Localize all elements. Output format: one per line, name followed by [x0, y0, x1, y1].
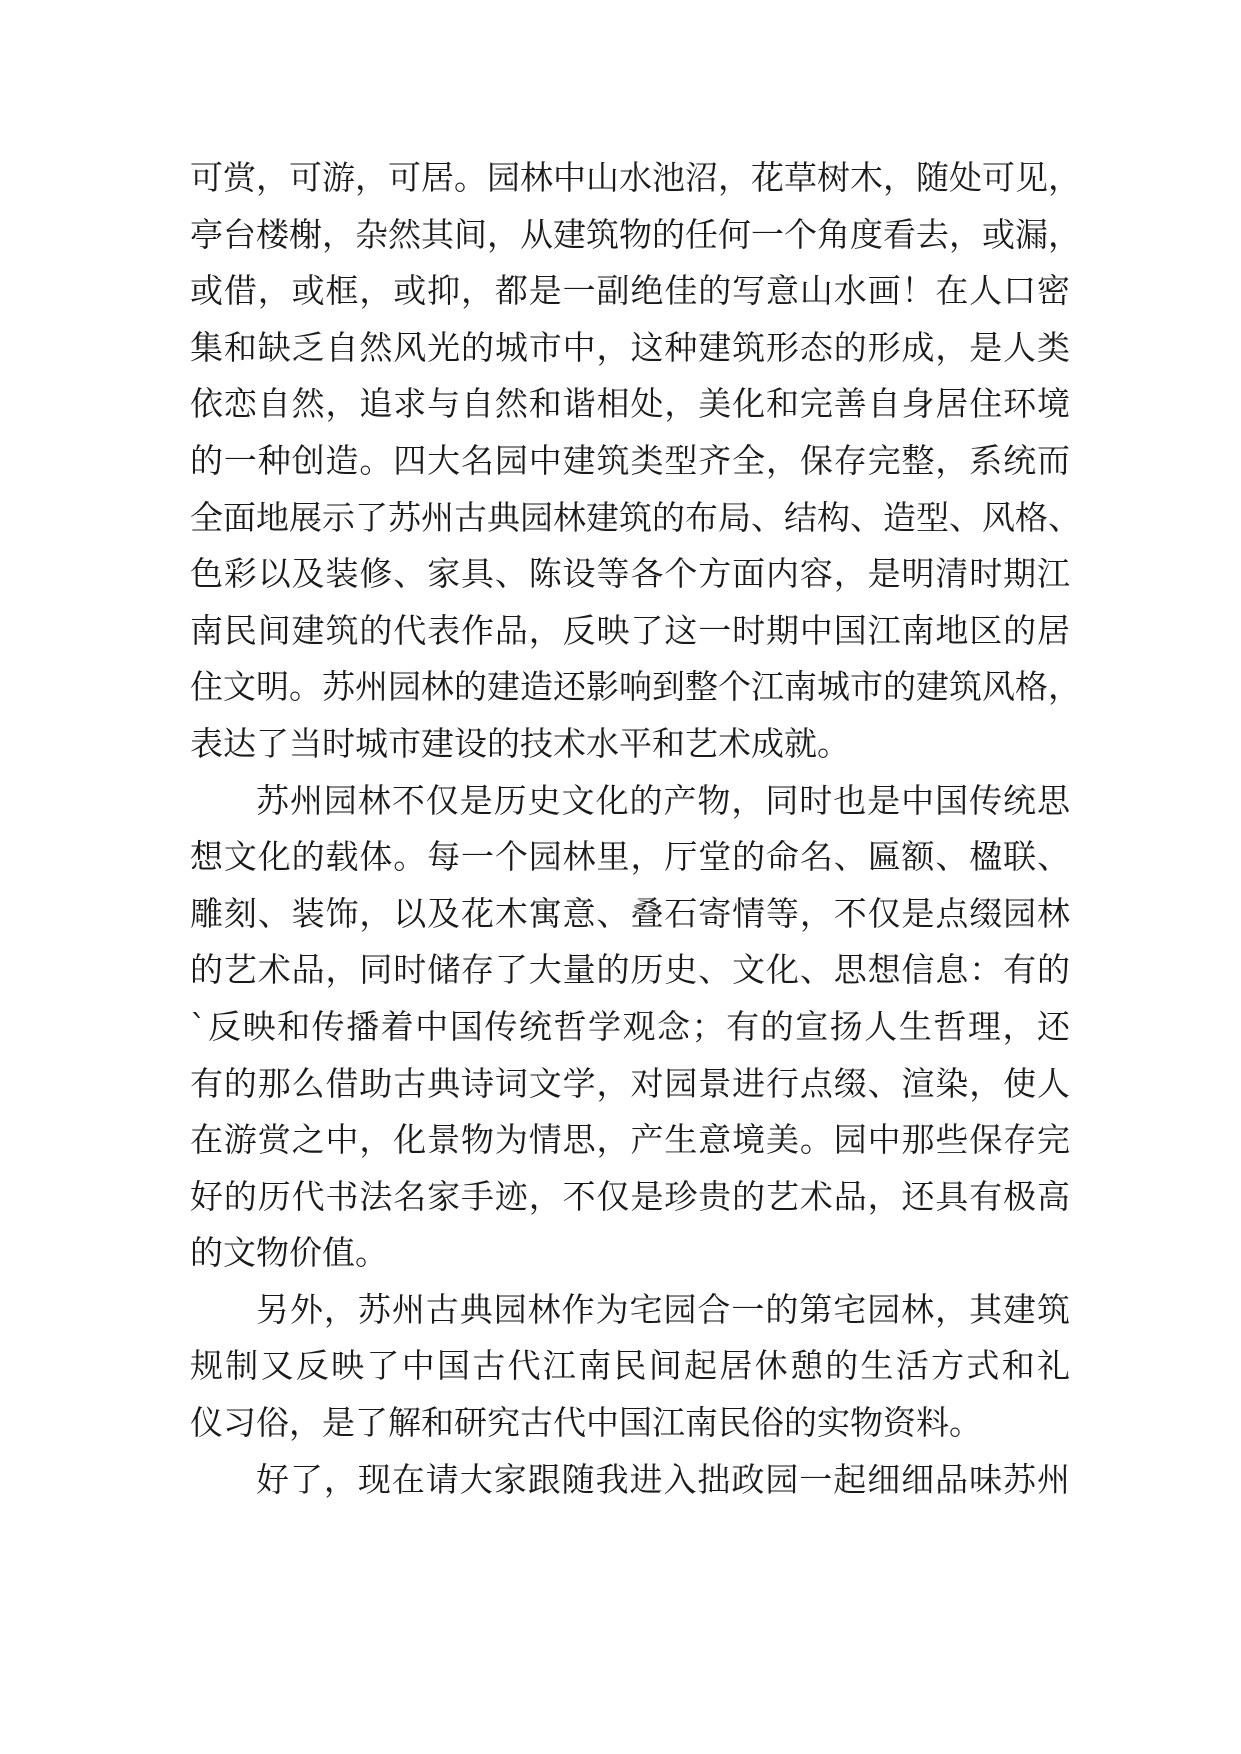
paragraph: [190, 150, 1081, 773]
text-line: 仪习俗，是了解和研究古代中国江南民俗的实物资料。: [190, 1403, 982, 1443]
text-line: 想文化的载体。每一个园林里，厅堂的命名、匾额、楹联、: [190, 837, 1070, 877]
text-line: 雕刻、装饰，以及花木寓意、叠石寄情等，不仅是点缀园林: [190, 893, 1070, 933]
text-line: `反映和传播着中国传统哲学观念；有的宣扬人生哲理，还: [190, 1006, 1070, 1046]
text-line: 的艺术品，同时储存了大量的历史、文化、思想信息：有的: [190, 950, 1070, 990]
text-line: 规制又反映了中国古代江南民间起居休憩的生活方式和礼: [190, 1346, 1070, 1386]
text-line: 表达了当时城市建设的技术水平和艺术成就。: [190, 723, 850, 763]
text-line: 另外，苏州古典园林作为宅园合一的第宅园林，其建筑: [256, 1289, 1070, 1329]
text-line: 依恋自然，追求与自然和谐相处，美化和完善自身居住环境: [190, 384, 1070, 424]
paragraph: [190, 1452, 1070, 1509]
text-line: 集和缺乏自然风光的城市中，这种建筑形态的形成，是人类: [190, 327, 1070, 367]
document-body: [190, 150, 1081, 1508]
text-line: 色彩以及装修、家具、陈设等各个方面内容，是明清时期江: [190, 554, 1070, 594]
text-line: 或借，或框，或抑，都是一副绝佳的写意山水画！在人口密: [190, 271, 1070, 311]
text-line: 可赏，可游，可居。园林中山水池沼，花草树木，随处可见，: [190, 158, 1081, 197]
text-line: 的文物价值。: [190, 1233, 388, 1273]
text-line: 有的那么借助古典诗词文学，对园景进行点缀、渲染，使人: [190, 1063, 1070, 1103]
text-line: 亭台楼榭，杂然其间，从建筑物的任何一个角度看去，或漏，: [190, 214, 1081, 254]
text-line: 苏州园林不仅是历史文化的产物，同时也是中国传统思: [256, 780, 1070, 820]
text-line: 住文明。苏州园林的建造还影响到整个江南城市的建筑风格，: [190, 667, 1081, 707]
text-line: 南民间建筑的代表作品，反映了这一时期中国江南地区的居: [190, 610, 1070, 650]
text-line: 好的历代书法名家手迹，不仅是珍贵的艺术品，还具有极高: [190, 1176, 1070, 1216]
text-line: 在游赏之中，化景物为情思，产生意境美。园中那些保存完: [190, 1120, 1070, 1160]
text-line: 好了，现在请大家跟随我进入拙政园一起细细品味苏州: [256, 1459, 1070, 1499]
text-line: 全面地展示了苏州古典园林建筑的布局、结构、造型、风格、: [190, 497, 1081, 537]
text-line: 的一种创造。四大名园中建筑类型齐全，保存完整，系统而: [190, 440, 1070, 480]
paragraph: [190, 1282, 1070, 1452]
paragraph: [190, 773, 1070, 1282]
